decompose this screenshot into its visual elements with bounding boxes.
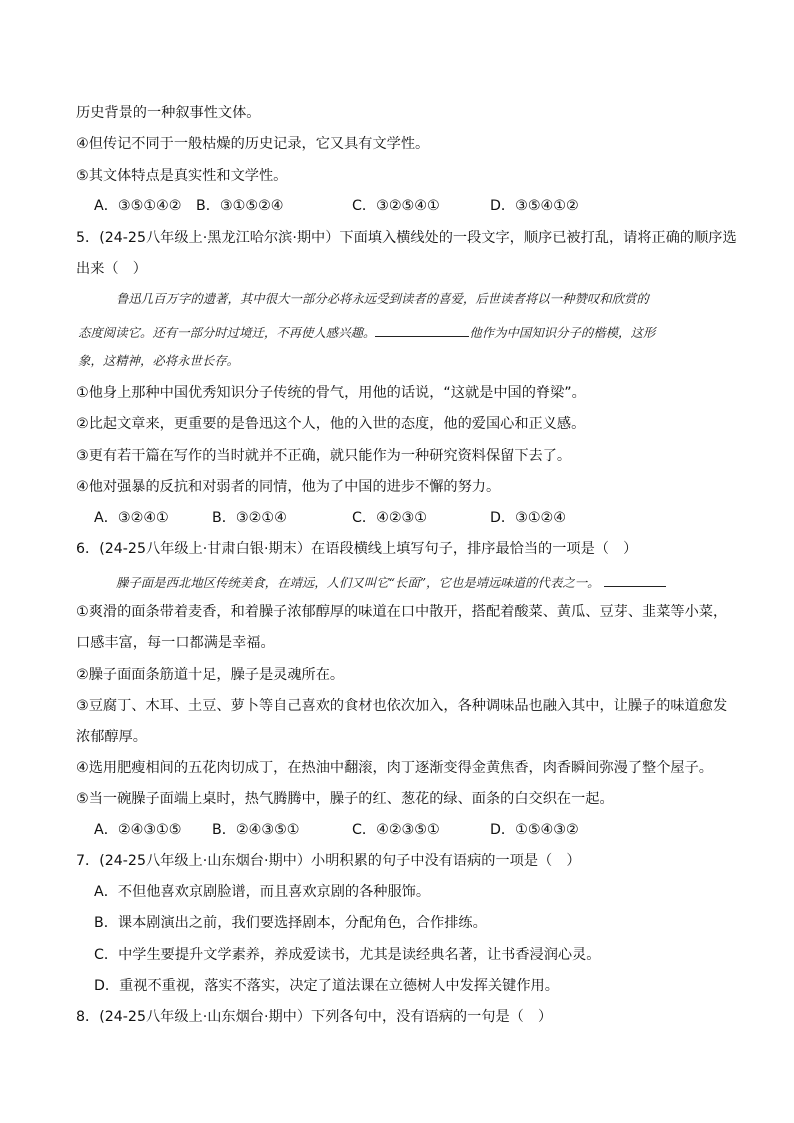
option-a: A．③⑤①④②: [94, 198, 182, 214]
question-6-stem: 6．(24-25八年级上·甘肃白银·期末）在语段横线上填写句子，排序最恰当的一项是（ ）: [76, 541, 638, 557]
answer-blank: [375, 322, 469, 337]
text-line: ⑤其文体特点是真实性和文学性。: [76, 168, 288, 184]
option-d: D．①⑤④③②: [490, 822, 579, 838]
text-line: 历史背景的一种叙事性文体。: [76, 105, 261, 121]
passage-text: 他作为中国知识分子的楷模，这形: [469, 325, 656, 340]
option-c: C．④②③①: [352, 510, 427, 526]
passage-text: 臊子面是西北地区传统美食，在靖远，人们又叫它“长面”，它也是靖远味道的代表之一。: [116, 575, 600, 590]
sentence-3: ③更有若干篇在写作的当时就并不正确，就只能作为一种研究资料保留下去了。: [76, 448, 572, 464]
sentence-2: ②比起文章来，更重要的是鲁迅这个人，他的入世的态度，他的爱国心和正义感。: [76, 416, 586, 432]
passage-line: [78, 322, 655, 342]
passage-line: [116, 572, 666, 592]
option-c: C．④②③⑤①: [352, 822, 440, 838]
question-5-stem-cont: 出来（ ）: [76, 261, 147, 277]
sentence-1: ①他身上那种中国优秀知识分子传统的骨气，用他的话说，“这就是中国的脊梁”。: [76, 385, 586, 401]
passage-line: 鲁迅几百万字的遗著，其中很大一部分必将永远受到读者的喜爱，后世读者将以一种赞叹和欣赏的: [116, 291, 649, 306]
sentence-4: ④选用肥瘦相间的五花肉切成丁，在热油中翻滚，肉丁逐渐变得金黄焦香，肉香瞬间弥漫了整个屋子。: [76, 760, 713, 776]
sentence-3-cont: 浓郁醇厚。: [76, 729, 147, 745]
sentence-3: ③豆腐丁、木耳、土豆、萝卜等自己喜欢的食材也依次加入，各种调味品也融入其中，让臊子的味道愈发: [76, 698, 728, 714]
option-a: A．②④③①⑤: [94, 822, 182, 838]
question-8-stem: 8．(24-25八年级上·山东烟台·期中）下列各句中，没有语病的一句是（ ）: [76, 1009, 553, 1025]
option-d: D．③⑤④①②: [490, 198, 579, 214]
sentence-1: ①爽滑的面条带着麦香，和着臊子浓郁醇厚的味道在口中散开，搭配着酸菜、黄瓜、豆芽、韭菜等小菜，: [76, 604, 728, 620]
option-c: C．③②⑤④①: [352, 198, 440, 214]
option-b: B．③②①④: [212, 510, 287, 526]
option-d: D．③①②④: [490, 510, 566, 526]
sentence-4: ④他对强暴的反抗和对弱者的同情，他为了中国的进步不懈的努力。: [76, 479, 501, 495]
passage-text: 态度阅读它。还有一部分时过境迁，不再使人感兴趣。: [78, 325, 376, 340]
sentence-1-cont: 口感丰富，每一口都满是幸福。: [76, 635, 275, 651]
option-b: B．③①⑤②④: [196, 198, 284, 214]
option-b: B．②④③⑤①: [212, 822, 300, 838]
option-b: B．课本剧演出之前，我们要选择剧本，分配角色，合作排练。: [94, 915, 487, 931]
option-c: C．中学生要提升文学素养，养成爱读书，尤其是读经典名著，让书香浸润心灵。: [94, 947, 601, 963]
passage-line: 象，这精神，必将永世长存。: [78, 353, 240, 368]
sentence-5: ⑤当一碗臊子面端上桌时，热气腾腾中，臊子的红、葱花的绿、面条的白交织在一起。: [76, 791, 614, 807]
question-5-stem: 5．(24-25八年级上·黑龙江哈尔滨·期中）下面填入横线处的一段文字，顺序已被打乱，请将正确的顺序选: [76, 230, 737, 246]
answer-blank: [604, 572, 666, 587]
option-a: A．③②④①: [94, 510, 169, 526]
text-line: ④但传记不同于一般枯燥的历史记录，它又具有文学性。: [76, 136, 430, 152]
sentence-2: ②臊子面面条筋道十足，臊子是灵魂所在。: [76, 667, 345, 683]
option-d: D．重视不重视，落实不落实，决定了道法课在立德树人中发挥关键作用。: [94, 978, 559, 994]
question-7-stem: 7．(24-25八年级上·山东烟台·期中）小明积累的句子中没有语病的一项是（ ）: [76, 853, 581, 869]
option-a: A．不但他喜欢京剧脸谱，而且喜欢京剧的各种服饰。: [94, 884, 431, 900]
